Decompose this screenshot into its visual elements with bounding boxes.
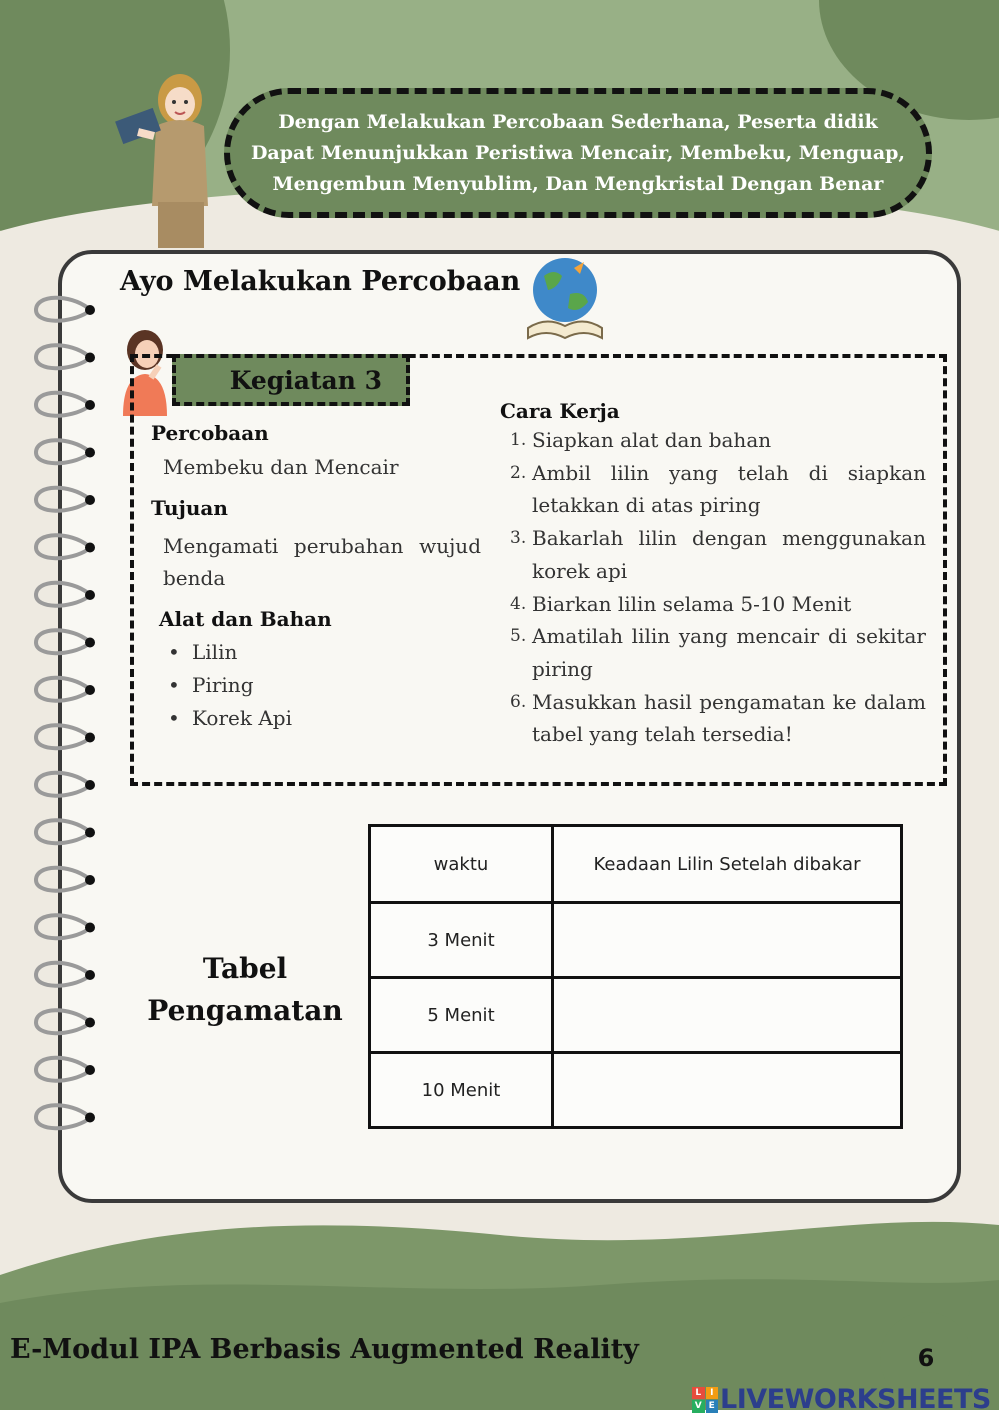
observation-table	[368, 824, 903, 1129]
binding-ring	[36, 725, 95, 748]
binding-ring	[36, 868, 95, 891]
binding-ring	[36, 1058, 95, 1081]
binding-ring	[36, 298, 95, 321]
binding-ring	[36, 393, 95, 416]
table-header-row	[370, 826, 902, 903]
binding-ring	[36, 963, 95, 986]
binding-ring	[36, 583, 95, 606]
percobaan-value: Membeku dan Mencair	[163, 455, 399, 479]
table-row	[370, 903, 902, 978]
alat-bahan-list	[168, 636, 292, 735]
binding-ring	[36, 915, 95, 938]
step-text: Siapkan alat dan bahan	[532, 428, 772, 452]
liveworksheets-text: LIVEWORKSHEETS	[720, 1384, 991, 1415]
section-title: Ayo Melakukan Percobaan	[120, 266, 521, 297]
list-item: 4. Biarkan lilin selama 5-10 Menit	[510, 591, 852, 616]
tujuan-value: Mengamati perubahan wujud benda	[163, 534, 481, 590]
liveworksheets-watermark[interactable]	[692, 1384, 991, 1415]
cara-kerja-label: Cara Kerja	[500, 399, 620, 423]
header-waktu: waktu	[370, 826, 553, 903]
binding-ring	[36, 345, 95, 368]
table-title-line: Tabel	[202, 952, 288, 985]
activity-tab-label: Kegiatan 3	[229, 365, 382, 395]
time-cell: 3 Menit	[370, 903, 553, 978]
footer-title: E-Modul IPA Berbasis Augmented Reality	[10, 1334, 639, 1365]
binding-ring	[36, 535, 95, 558]
alat-bahan-label: Alat dan Bahan	[159, 607, 332, 631]
list-item: 1. Siapkan alat dan bahan	[510, 428, 772, 452]
binding-ring	[36, 1010, 95, 1033]
result-cell[interactable]	[553, 978, 902, 1053]
time-cell: 10 Menit	[370, 1053, 553, 1128]
table-row	[370, 978, 902, 1053]
binding-ring	[36, 773, 95, 796]
step-text: Biarkan lilin selama 5-10 Menit	[532, 591, 852, 616]
list-item: 6. Masukkan hasil pengamatan ke dalam tabel yang telah tersedia!	[510, 689, 926, 747]
time-cell: 5 Menit	[370, 978, 553, 1053]
result-cell[interactable]	[553, 903, 902, 978]
binding-ring	[36, 440, 95, 463]
binding-ring	[36, 678, 95, 701]
table-row	[370, 1053, 902, 1128]
percobaan-label: Percobaan	[151, 421, 269, 445]
binding-ring	[36, 488, 95, 511]
teacher-illustration	[108, 66, 228, 248]
liveworksheets-logo-icon: L I V E	[692, 1387, 718, 1413]
header-keadaan: Keadaan Lilin Setelah dibakar	[553, 826, 902, 903]
binding-ring	[36, 630, 95, 653]
table-title	[140, 948, 350, 1032]
banner-text: Dengan Melakukan Percobaan Sederhana, Peserta didik Dapat Menunjukkan Peristiwa Mencair, Membeku, Menguap, Mengembun Menyublim, Dan Mengkristal Dengan Benar	[250, 110, 906, 195]
table-title-line: Pengamatan	[147, 994, 343, 1027]
spiral-binding	[30, 290, 100, 1150]
result-cell[interactable]	[553, 1053, 902, 1128]
activity-tab	[172, 354, 410, 406]
step-text: Amatilah lilin yang mencair di sekitar piring	[532, 624, 926, 681]
step-text: Bakarlah lilin dengan menggunakan korek api	[532, 526, 926, 583]
list-item: 3. Bakarlah lilin dengan menggunakan korek api	[510, 526, 926, 583]
list-item: • Korek Api	[168, 702, 292, 735]
step-text: Masukkan hasil pengamatan ke dalam tabel yang telah tersedia!	[532, 689, 926, 747]
list-item: • Lilin	[168, 636, 292, 669]
list-item: • Piring	[168, 669, 292, 702]
step-text: Ambil lilin yang telah di siapkan letakkan di atas piring	[532, 460, 926, 518]
tujuan-label: Tujuan	[151, 496, 228, 520]
learning-objective-banner	[224, 88, 932, 218]
cara-kerja-steps	[510, 424, 926, 751]
list-item: 5. Amatilah lilin yang mencair di sekitar piring	[510, 624, 926, 681]
binding-ring	[36, 1105, 95, 1128]
globe-book-icon	[524, 254, 606, 342]
page-number: 6	[917, 1344, 935, 1372]
binding-ring	[36, 820, 95, 843]
list-item: 2. Ambil lilin yang telah di siapkan letakkan di atas piring	[510, 460, 926, 518]
